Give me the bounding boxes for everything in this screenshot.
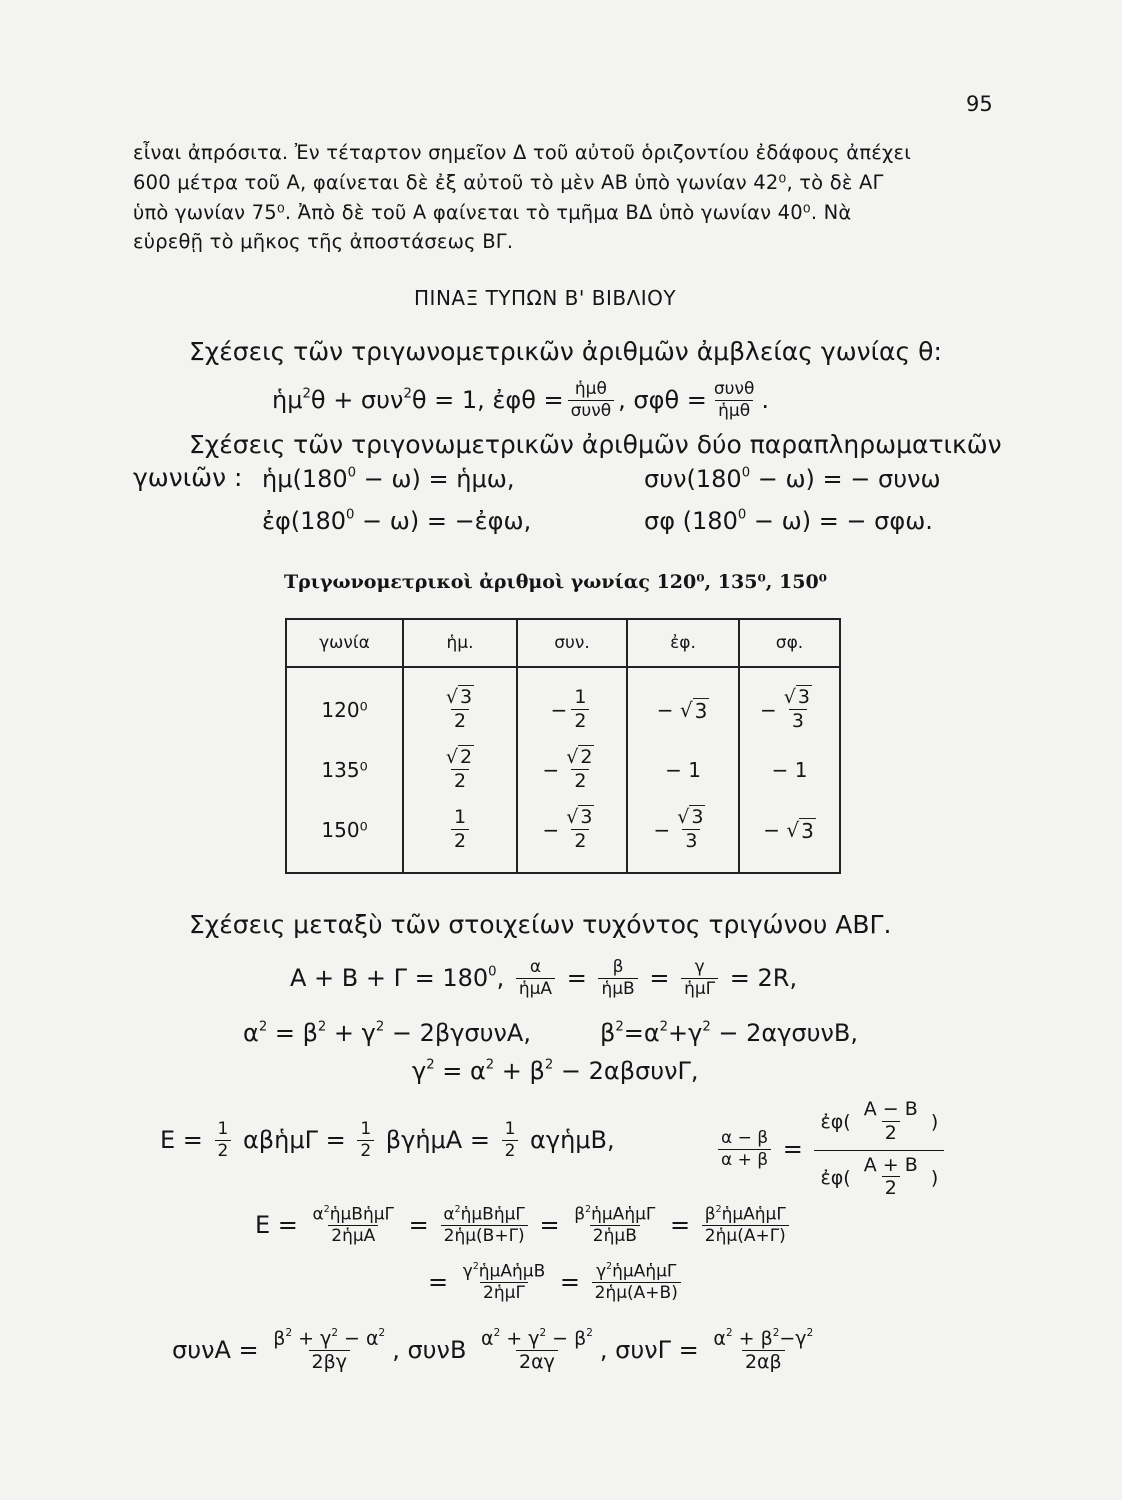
cos-120: − $\frac{1}{2}$ (518, 680, 626, 740)
page-heading: ΠΙΝΑΞ ΤΥΠΩΝ Β' ΒΙΒΛΙΟΥ (414, 286, 677, 310)
header-angle: γωνία (286, 619, 403, 667)
sin-135: $\frac{√ 2}{2}$ (445, 745, 473, 792)
formula-law-of-tangents: $\frac{\alpha - \beta}{\alpha + \beta}$ = ἐφ( $\frac{A - B}{2}$ ) ἐφ( $\frac{A + B}{2}$ ) (714, 1095, 948, 1205)
table-body-row (286, 667, 840, 873)
cot-150: − √ 3 (763, 818, 814, 843)
cot-120: − $\frac{√ 3}{3}$ (760, 685, 810, 732)
formula-area-sine: Ε = $\frac{1}{2}$ αβἡμΓ = $\frac{1}{2}$ βγἡμΑ = $\frac{1}{2}$ αγἡμΒ, (160, 1119, 615, 1161)
formula-law-of-cosines-a: $\alpha^2 = \beta^2 + \gamma^2 - 2\beta\gamma\sigma\upsilon\nu A$, (243, 1019, 531, 1047)
tan-135: − 1 (665, 758, 701, 782)
intro-line-3: ὑπὸ γωνίαν 75⁰. Ἀπὸ δὲ τοῦ Α φαίνεται τὸ τμῆμα ΒΔ ὑπὸ γωνίαν 40⁰. Νὰ (133, 201, 852, 224)
formula-cosine-values: συνΑ = $\frac{\beta^2 + \gamma^2 - \alpha^2}{2\beta\gamma}$ , συνΒ $\frac{\alpha^2 + \gamma^2 - \beta^2}{2\alpha\gamma}$ , συνΓ = $\frac{\alpha^2 + \beta^2-\gamma^2}{2\alpha\beta}$ (172, 1327, 814, 1374)
cos-150: − $\frac{√ 3}{2}$ (542, 805, 593, 852)
header-cos: συν. (517, 619, 627, 667)
table-header-row (286, 619, 840, 667)
formula-sin-supp: $ἡ\mu(180^0 - \omega)$ = ἡμω, (262, 465, 515, 493)
angle-135: 135⁰ (321, 758, 368, 782)
header-sin: ἡμ. (403, 619, 517, 667)
intro-line-4: εὑρεθῇ τὸ μῆκος τῆς ἀποστάσεως ΒΓ. (133, 230, 514, 253)
sin-150: $\frac{1}{2}$ (404, 800, 516, 860)
formula-area-a: Ε = $\frac{\alpha^2ἡ\mu Bἡ\mu\Gamma}{\text{2ἡμΑ}}$ = $\frac{\alpha^2ἡ\mu Bἡ\mu\Gamma}{\text{2ἡμ(Β+Γ)}}$ = $\frac{\beta^2ἡ\mu Aἡ\mu\Gamma}{\text{2ἡμΒ}}$ = $\frac{\beta^2ἡ\mu Aἡ\mu\Gamma}{\text{2ἡμ(Α+Γ)}}$ (255, 1205, 793, 1247)
formula-identity: ἡμ$^2$θ + συν$^2$θ = 1, ἐφθ = $\frac{\text{ἡμθ}}{\text{συνθ}}$ , σφθ = $\frac{\text{συνθ}}{\text{ἡμθ}}$ . (272, 379, 770, 421)
header-tan: ἐφ. (627, 619, 739, 667)
formula-law-of-cosines-b: $\beta^2=\alpha^2+\gamma^2 - 2\alpha\gamma\sigma\upsilon\nu B$, (600, 1019, 859, 1047)
section-triangle: Σχέσεις μεταξὺ τῶν στοιχείων τυχόντος τριγώνου ΑΒΓ. (189, 910, 892, 939)
formula-law-of-cosines-c: $\gamma^2 = \alpha^2 + \beta^2 - 2\alpha\beta\sigma\upsilon\nu\Gamma$, (412, 1057, 699, 1085)
cos-135: − $\frac{√ 2}{2}$ (542, 745, 593, 792)
table-title: Τριγωνομετρικοὶ ἀριθμοὶ γωνίας 120⁰, 135⁰, 150⁰ (284, 571, 827, 593)
formula-law-of-sines: $A + B + \Gamma = 180^0$, $\frac{\alpha}{\text{ἡμΑ}}$ = $\frac{\beta}{\text{ἡμΒ}}$ = $\frac{\gamma}{\text{ἡμΓ}}$ = 2R, (290, 957, 798, 999)
intro-line-2: 600 μέτρα τοῦ Α, φαίνεται δὲ ἐξ αὐτοῦ τὸ μὲν ΑΒ ὑπὸ γωνίαν 42⁰, τὸ δὲ ΑΓ (133, 171, 884, 194)
intro-line-1: εἶναι ἀπρόσιτα. Ἐν τέταρτον σημεῖον Δ τοῦ αὐτοῦ ὁριζοντίου ἐδάφους ἀπέχει (133, 141, 912, 164)
formula-cos-supp: $\sigma\upsilon\nu(180^0 - \omega)$ = − συνω (644, 465, 941, 493)
section-supplementary: Σχέσεις τῶν τριγονωμετρικῶν ἀριθμῶν δύο παραπληρωματικῶν (189, 430, 1002, 459)
cot-135: − 1 (771, 758, 808, 782)
section-supplementary-cont: γωνιῶν : (133, 463, 243, 492)
sin-120: $\frac{√ 3}{2}$ (445, 685, 473, 732)
formula-tan-supp: $ἐ\varphi(180^0 - \omega)$ = −ἐφω, (262, 507, 532, 535)
section-obtuse-angle: Σχέσεις τῶν τριγωνομετρικῶν ἀριθμῶν ἀμβλείας γωνίας θ: (189, 337, 942, 366)
formula-area-b: = $\frac{\gamma^2ἡ\mu Aἡ\mu B}{\text{2ἡμΓ}}$ = $\frac{\gamma^2ἡ\mu Aἡ\mu\Gamma}{\text{2ἡμ(Α+Β)}}$ (428, 1262, 685, 1304)
header-cot: σφ. (739, 619, 840, 667)
page-number: 95 (966, 92, 993, 116)
formula-cot-supp: σφ $(180^0 - \omega)$ = − σφω. (644, 507, 933, 535)
trig-values-table (285, 618, 841, 874)
tan-120: − √ 3 (656, 698, 708, 723)
tan-150: − $\frac{√ 3}{3}$ (653, 805, 704, 852)
angle-150: 150⁰ (321, 818, 368, 842)
angle-120: 120⁰ (321, 698, 368, 722)
